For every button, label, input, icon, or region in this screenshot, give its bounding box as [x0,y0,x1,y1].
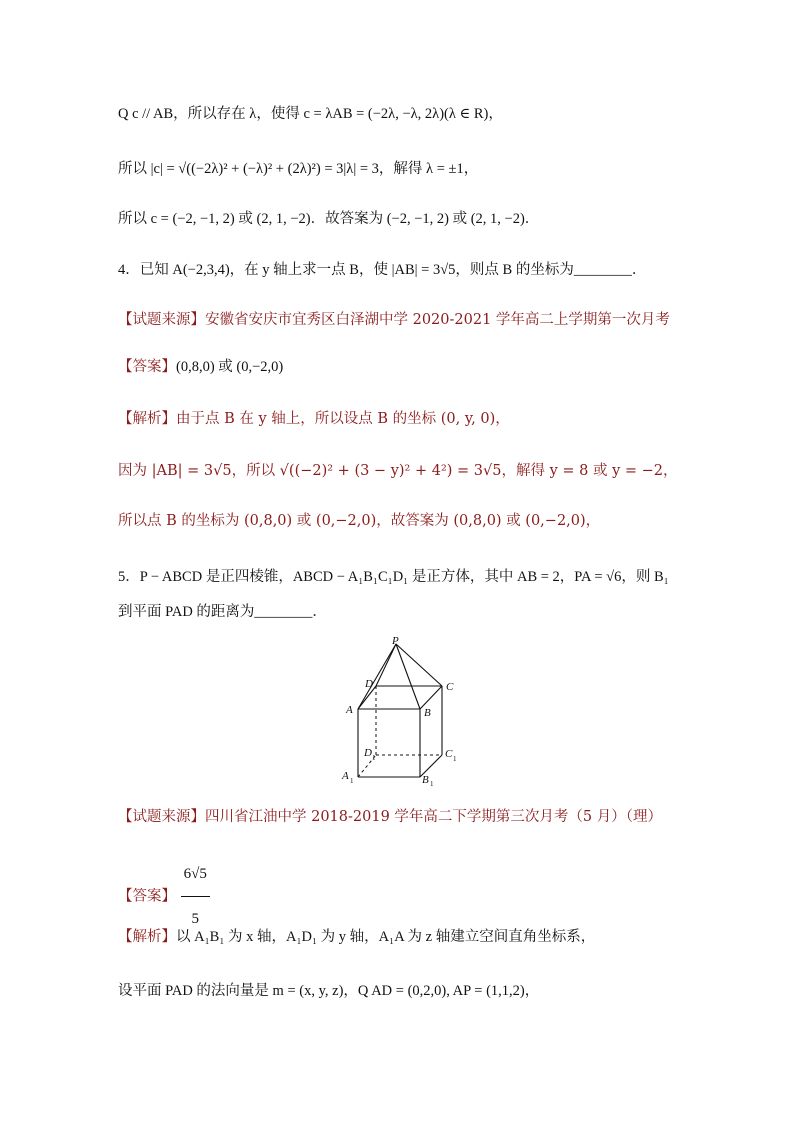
edge-pd [376,644,396,686]
q5-source [118,806,662,828]
label-p: P [392,636,399,647]
q4-answer [118,356,283,378]
label-c1: C [445,748,453,760]
question-4: 4．已知 A(−2,3,4)，在 y 轴上求一点 B，使 |AB| = 3√5，则点 B 的坐标为________． [118,262,647,278]
label-b1-sub: 1 [430,780,434,786]
q4-analysis [118,408,510,430]
q4-analysis-line3: 所以点 B 的坐标为 (0,8,0) 或 (0,−2,0)，故答案为 (0,8,0) 或 (0,−2,0)， [118,513,601,529]
fraction-numerator: 6√5 [181,852,210,897]
q4-source [118,309,670,331]
answer-tag: 【答案】 [118,888,176,905]
line-vector-parallel: Q c // AB，所以存在 λ，使得 c = λAB = (−2λ, −λ, 2λ)(λ ∈ R)， [118,106,503,122]
edge-pc [396,644,442,686]
source-text: 四川省江油中学 2018-2019 学年高二下学期第三次月考（5 月）（理） [205,809,663,825]
source-tag: 【试题来源】 [118,312,205,328]
source-text: 安徽省安庆市宜秀区白泽湖中学 2020-2021 学年高二上学期第一次月考 [205,312,670,328]
label-d1-sub: 1 [372,754,376,762]
answer-tag: 【答案】 [118,359,176,375]
analysis-tag: 【解析】 [118,411,176,427]
label-b: B [424,707,431,719]
fraction-denominator: 5 [191,911,199,927]
question-5-line1: 5．P − ABCD 是正四棱锥，ABCD − A₁B₁C₁D₁ 是正方体，其中 AB = 2，PA = √6，则 B₁ [118,569,669,585]
label-d: D [365,678,373,690]
source-tag: 【试题来源】 [118,809,205,825]
label-b1: B [422,774,429,786]
label-c1-sub: 1 [453,755,457,763]
q5-analysis-line2: 设平面 PAD 的法向量是 m = (x, y, z)，Q AD = (0,2,0), AP = (1,1,2)， [118,983,540,999]
answer-text: (0,8,0) 或 (0,−2,0) [176,359,284,375]
label-a: A [346,704,353,716]
line-vector-answer: 所以 c = (−2, −1, 2) 或 (2, 1, −2)．故答案为 (−2, −1, 2) 或 (2, 1, −2)． [118,211,540,227]
analysis-text: 以 A₁B₁ 为 x 轴，A₁D₁ 为 y 轴，A₁A 为 z 轴建立空间直角坐标系， [176,929,596,945]
edge-bc [420,686,442,709]
question-5-line2: 到平面 PAD 的距离为________． [118,604,327,620]
label-a1-sub: 1 [350,777,354,785]
q4-analysis-line2: 因为 |AB| = 3√5，所以 √((−2)² + (3 − y)² + 4²) = 3√5，解得 y = 8 或 y = −2， [118,463,678,479]
edge-pb [396,644,420,709]
line-magnitude: 所以 |c| = √((−2λ)² + (−λ)² + (2λ)²) = 3|λ| = 3，解得 λ = ±1， [118,161,479,177]
q5-analysis [118,926,595,948]
edge-pa [358,644,396,709]
analysis-tag: 【解析】 [118,929,176,945]
label-a1: A [342,770,349,782]
pyramid-cube-figure [336,636,464,786]
analysis-text: 由于点 B 在 y 轴上，所以设点 B 的坐标 (0, y, 0)， [176,411,510,427]
label-d1: D [364,747,372,759]
label-c: C [446,681,454,693]
